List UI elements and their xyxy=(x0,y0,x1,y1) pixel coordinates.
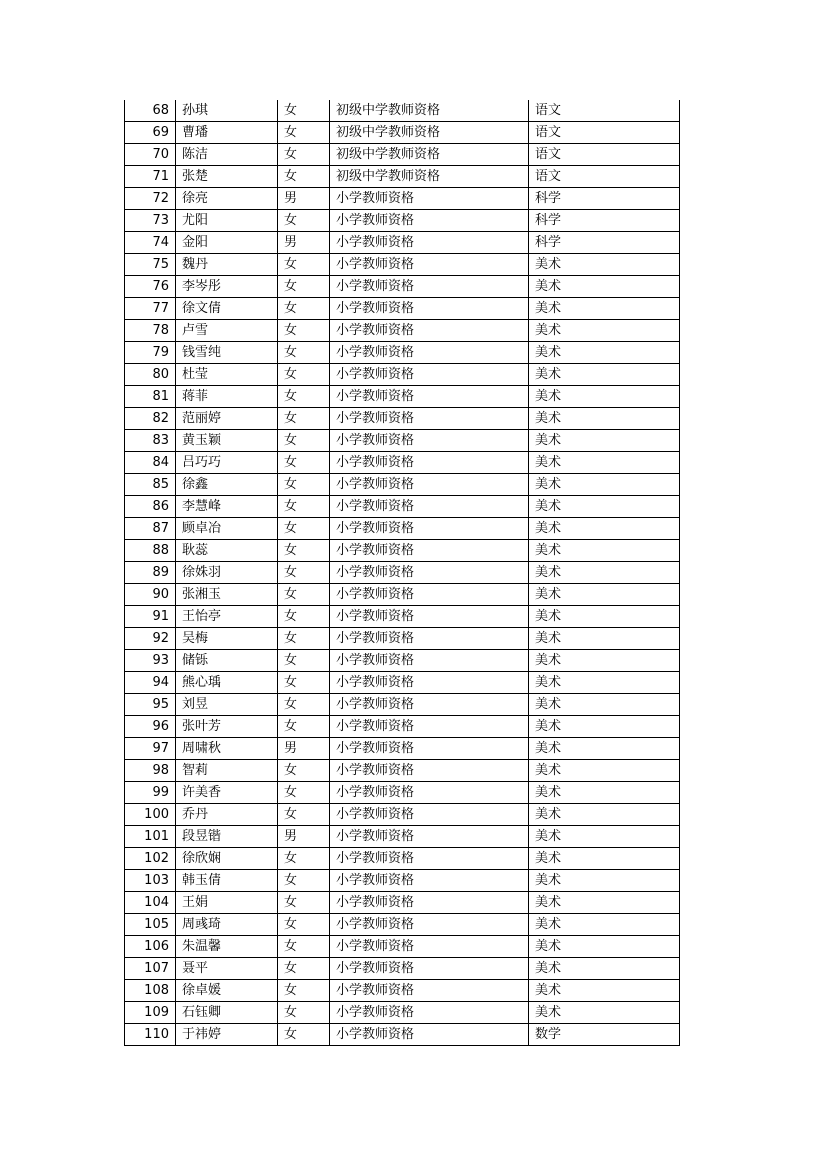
table-row xyxy=(125,254,680,276)
table-row xyxy=(125,408,680,430)
subject-cell: 语文 xyxy=(529,144,680,166)
qualification-cell: 初级中学教师资格 xyxy=(330,166,529,188)
row-number-cell: 72 xyxy=(125,188,176,210)
name-cell: 陈洁 xyxy=(176,144,278,166)
subject-cell: 美术 xyxy=(529,826,680,848)
row-number-cell: 93 xyxy=(125,650,176,672)
gender-cell: 女 xyxy=(278,650,330,672)
gender-cell: 女 xyxy=(278,914,330,936)
subject-cell: 美术 xyxy=(529,408,680,430)
subject-cell: 美术 xyxy=(529,716,680,738)
qualification-cell: 小学教师资格 xyxy=(330,606,529,628)
table-row xyxy=(125,122,680,144)
row-number-cell: 75 xyxy=(125,254,176,276)
gender-cell: 女 xyxy=(278,100,330,122)
subject-cell: 美术 xyxy=(529,584,680,606)
name-cell: 魏丹 xyxy=(176,254,278,276)
table-row xyxy=(125,1002,680,1024)
gender-cell: 女 xyxy=(278,804,330,826)
table-row xyxy=(125,210,680,232)
gender-cell: 女 xyxy=(278,298,330,320)
subject-cell: 美术 xyxy=(529,540,680,562)
gender-cell: 女 xyxy=(278,782,330,804)
gender-cell: 女 xyxy=(278,694,330,716)
row-number-cell: 88 xyxy=(125,540,176,562)
gender-cell: 女 xyxy=(278,562,330,584)
row-number-cell: 94 xyxy=(125,672,176,694)
name-cell: 尤阳 xyxy=(176,210,278,232)
row-number-cell: 109 xyxy=(125,1002,176,1024)
table-row xyxy=(125,386,680,408)
subject-cell: 语文 xyxy=(529,100,680,122)
row-number-cell: 70 xyxy=(125,144,176,166)
row-number-cell: 68 xyxy=(125,100,176,122)
table-row xyxy=(125,672,680,694)
row-number-cell: 108 xyxy=(125,980,176,1002)
subject-cell: 科学 xyxy=(529,210,680,232)
qualification-cell: 小学教师资格 xyxy=(330,232,529,254)
row-number-cell: 95 xyxy=(125,694,176,716)
subject-cell: 美术 xyxy=(529,694,680,716)
row-number-cell: 89 xyxy=(125,562,176,584)
gender-cell: 女 xyxy=(278,166,330,188)
qualification-cell: 小学教师资格 xyxy=(330,342,529,364)
table-row xyxy=(125,804,680,826)
gender-cell: 女 xyxy=(278,540,330,562)
qualification-cell: 小学教师资格 xyxy=(330,760,529,782)
name-cell: 范丽婷 xyxy=(176,408,278,430)
subject-cell: 美术 xyxy=(529,606,680,628)
roster-table xyxy=(124,100,680,1046)
gender-cell: 女 xyxy=(278,320,330,342)
qualification-cell: 小学教师资格 xyxy=(330,210,529,232)
row-number-cell: 74 xyxy=(125,232,176,254)
qualification-cell: 初级中学教师资格 xyxy=(330,144,529,166)
subject-cell: 美术 xyxy=(529,254,680,276)
qualification-cell: 小学教师资格 xyxy=(330,276,529,298)
subject-cell: 美术 xyxy=(529,738,680,760)
qualification-cell: 小学教师资格 xyxy=(330,650,529,672)
qualification-cell: 小学教师资格 xyxy=(330,782,529,804)
name-cell: 吴梅 xyxy=(176,628,278,650)
table-row xyxy=(125,1024,680,1046)
name-cell: 徐卓媛 xyxy=(176,980,278,1002)
row-number-cell: 85 xyxy=(125,474,176,496)
row-number-cell: 76 xyxy=(125,276,176,298)
subject-cell: 美术 xyxy=(529,936,680,958)
qualification-cell: 小学教师资格 xyxy=(330,364,529,386)
row-number-cell: 106 xyxy=(125,936,176,958)
row-number-cell: 92 xyxy=(125,628,176,650)
qualification-cell: 小学教师资格 xyxy=(330,848,529,870)
gender-cell: 女 xyxy=(278,936,330,958)
qualification-cell: 小学教师资格 xyxy=(330,298,529,320)
name-cell: 熊心瑀 xyxy=(176,672,278,694)
table-row xyxy=(125,474,680,496)
row-number-cell: 101 xyxy=(125,826,176,848)
name-cell: 卢雪 xyxy=(176,320,278,342)
subject-cell: 美术 xyxy=(529,870,680,892)
gender-cell: 女 xyxy=(278,452,330,474)
qualification-cell: 小学教师资格 xyxy=(330,716,529,738)
roster-table-body xyxy=(125,100,680,1046)
gender-cell: 女 xyxy=(278,1002,330,1024)
qualification-cell: 小学教师资格 xyxy=(330,430,529,452)
name-cell: 徐姝羽 xyxy=(176,562,278,584)
row-number-cell: 102 xyxy=(125,848,176,870)
table-row xyxy=(125,650,680,672)
name-cell: 智莉 xyxy=(176,760,278,782)
subject-cell: 美术 xyxy=(529,980,680,1002)
subject-cell: 美术 xyxy=(529,760,680,782)
table-row xyxy=(125,562,680,584)
subject-cell: 美术 xyxy=(529,386,680,408)
name-cell: 石钰卿 xyxy=(176,1002,278,1024)
name-cell: 李慧峰 xyxy=(176,496,278,518)
subject-cell: 美术 xyxy=(529,892,680,914)
gender-cell: 女 xyxy=(278,496,330,518)
qualification-cell: 小学教师资格 xyxy=(330,518,529,540)
name-cell: 李岑彤 xyxy=(176,276,278,298)
qualification-cell: 小学教师资格 xyxy=(330,496,529,518)
table-row xyxy=(125,958,680,980)
name-cell: 钱雪纯 xyxy=(176,342,278,364)
subject-cell: 美术 xyxy=(529,276,680,298)
name-cell: 顾卓冶 xyxy=(176,518,278,540)
table-row xyxy=(125,782,680,804)
gender-cell: 男 xyxy=(278,232,330,254)
gender-cell: 女 xyxy=(278,254,330,276)
table-row xyxy=(125,496,680,518)
name-cell: 张湘玉 xyxy=(176,584,278,606)
qualification-cell: 小学教师资格 xyxy=(330,1002,529,1024)
gender-cell: 女 xyxy=(278,584,330,606)
table-row xyxy=(125,100,680,122)
table-row xyxy=(125,430,680,452)
subject-cell: 美术 xyxy=(529,342,680,364)
row-number-cell: 87 xyxy=(125,518,176,540)
qualification-cell: 小学教师资格 xyxy=(330,914,529,936)
table-row xyxy=(125,936,680,958)
subject-cell: 美术 xyxy=(529,298,680,320)
qualification-cell: 初级中学教师资格 xyxy=(330,122,529,144)
table-row xyxy=(125,232,680,254)
qualification-cell: 初级中学教师资格 xyxy=(330,100,529,122)
table-row xyxy=(125,738,680,760)
qualification-cell: 小学教师资格 xyxy=(330,474,529,496)
name-cell: 杜莹 xyxy=(176,364,278,386)
table-row xyxy=(125,342,680,364)
table-row xyxy=(125,166,680,188)
name-cell: 耿蕊 xyxy=(176,540,278,562)
name-cell: 张楚 xyxy=(176,166,278,188)
gender-cell: 男 xyxy=(278,826,330,848)
row-number-cell: 69 xyxy=(125,122,176,144)
gender-cell: 女 xyxy=(278,958,330,980)
table-row xyxy=(125,518,680,540)
qualification-cell: 小学教师资格 xyxy=(330,254,529,276)
row-number-cell: 100 xyxy=(125,804,176,826)
name-cell: 周彧琦 xyxy=(176,914,278,936)
table-row xyxy=(125,892,680,914)
subject-cell: 科学 xyxy=(529,232,680,254)
subject-cell: 美术 xyxy=(529,782,680,804)
qualification-cell: 小学教师资格 xyxy=(330,892,529,914)
table-row xyxy=(125,452,680,474)
gender-cell: 女 xyxy=(278,672,330,694)
subject-cell: 美术 xyxy=(529,628,680,650)
row-number-cell: 96 xyxy=(125,716,176,738)
table-row xyxy=(125,188,680,210)
table-row xyxy=(125,870,680,892)
gender-cell: 女 xyxy=(278,408,330,430)
gender-cell: 女 xyxy=(278,122,330,144)
table-row xyxy=(125,826,680,848)
row-number-cell: 98 xyxy=(125,760,176,782)
name-cell: 于祎婷 xyxy=(176,1024,278,1046)
row-number-cell: 81 xyxy=(125,386,176,408)
gender-cell: 女 xyxy=(278,606,330,628)
qualification-cell: 小学教师资格 xyxy=(330,408,529,430)
name-cell: 许美香 xyxy=(176,782,278,804)
name-cell: 储铄 xyxy=(176,650,278,672)
row-number-cell: 103 xyxy=(125,870,176,892)
gender-cell: 女 xyxy=(278,364,330,386)
gender-cell: 女 xyxy=(278,210,330,232)
table-row xyxy=(125,980,680,1002)
table-row xyxy=(125,298,680,320)
name-cell: 乔丹 xyxy=(176,804,278,826)
row-number-cell: 84 xyxy=(125,452,176,474)
table-row xyxy=(125,628,680,650)
gender-cell: 女 xyxy=(278,716,330,738)
subject-cell: 美术 xyxy=(529,562,680,584)
row-number-cell: 99 xyxy=(125,782,176,804)
subject-cell: 美术 xyxy=(529,650,680,672)
gender-cell: 女 xyxy=(278,848,330,870)
qualification-cell: 小学教师资格 xyxy=(330,1024,529,1046)
name-cell: 王娟 xyxy=(176,892,278,914)
row-number-cell: 105 xyxy=(125,914,176,936)
gender-cell: 女 xyxy=(278,1024,330,1046)
gender-cell: 女 xyxy=(278,342,330,364)
qualification-cell: 小学教师资格 xyxy=(330,628,529,650)
gender-cell: 女 xyxy=(278,628,330,650)
row-number-cell: 107 xyxy=(125,958,176,980)
name-cell: 徐文倩 xyxy=(176,298,278,320)
gender-cell: 男 xyxy=(278,188,330,210)
row-number-cell: 86 xyxy=(125,496,176,518)
name-cell: 王怡亭 xyxy=(176,606,278,628)
subject-cell: 美术 xyxy=(529,320,680,342)
name-cell: 徐鑫 xyxy=(176,474,278,496)
row-number-cell: 73 xyxy=(125,210,176,232)
subject-cell: 美术 xyxy=(529,452,680,474)
name-cell: 刘昱 xyxy=(176,694,278,716)
qualification-cell: 小学教师资格 xyxy=(330,826,529,848)
row-number-cell: 77 xyxy=(125,298,176,320)
table-row xyxy=(125,848,680,870)
gender-cell: 女 xyxy=(278,474,330,496)
qualification-cell: 小学教师资格 xyxy=(330,804,529,826)
row-number-cell: 83 xyxy=(125,430,176,452)
subject-cell: 美术 xyxy=(529,496,680,518)
name-cell: 韩玉倩 xyxy=(176,870,278,892)
gender-cell: 男 xyxy=(278,738,330,760)
name-cell: 孙琪 xyxy=(176,100,278,122)
table-row xyxy=(125,716,680,738)
row-number-cell: 82 xyxy=(125,408,176,430)
gender-cell: 女 xyxy=(278,386,330,408)
qualification-cell: 小学教师资格 xyxy=(330,738,529,760)
qualification-cell: 小学教师资格 xyxy=(330,980,529,1002)
gender-cell: 女 xyxy=(278,980,330,1002)
table-row xyxy=(125,276,680,298)
subject-cell: 语文 xyxy=(529,122,680,144)
name-cell: 聂平 xyxy=(176,958,278,980)
table-row xyxy=(125,694,680,716)
qualification-cell: 小学教师资格 xyxy=(330,540,529,562)
table-row xyxy=(125,760,680,782)
row-number-cell: 104 xyxy=(125,892,176,914)
table-row xyxy=(125,320,680,342)
qualification-cell: 小学教师资格 xyxy=(330,672,529,694)
subject-cell: 美术 xyxy=(529,672,680,694)
qualification-cell: 小学教师资格 xyxy=(330,320,529,342)
subject-cell: 科学 xyxy=(529,188,680,210)
subject-cell: 数学 xyxy=(529,1024,680,1046)
subject-cell: 美术 xyxy=(529,914,680,936)
row-number-cell: 79 xyxy=(125,342,176,364)
gender-cell: 女 xyxy=(278,870,330,892)
table-row xyxy=(125,914,680,936)
gender-cell: 女 xyxy=(278,892,330,914)
row-number-cell: 80 xyxy=(125,364,176,386)
table-row xyxy=(125,584,680,606)
subject-cell: 美术 xyxy=(529,848,680,870)
name-cell: 黄玉颖 xyxy=(176,430,278,452)
name-cell: 张叶芳 xyxy=(176,716,278,738)
row-number-cell: 78 xyxy=(125,320,176,342)
qualification-cell: 小学教师资格 xyxy=(330,386,529,408)
qualification-cell: 小学教师资格 xyxy=(330,562,529,584)
gender-cell: 女 xyxy=(278,518,330,540)
subject-cell: 美术 xyxy=(529,804,680,826)
qualification-cell: 小学教师资格 xyxy=(330,188,529,210)
qualification-cell: 小学教师资格 xyxy=(330,958,529,980)
name-cell: 周啸秋 xyxy=(176,738,278,760)
qualification-cell: 小学教师资格 xyxy=(330,870,529,892)
name-cell: 段昱锴 xyxy=(176,826,278,848)
gender-cell: 女 xyxy=(278,430,330,452)
row-number-cell: 90 xyxy=(125,584,176,606)
qualification-cell: 小学教师资格 xyxy=(330,452,529,474)
name-cell: 朱温馨 xyxy=(176,936,278,958)
subject-cell: 美术 xyxy=(529,958,680,980)
row-number-cell: 97 xyxy=(125,738,176,760)
qualification-cell: 小学教师资格 xyxy=(330,694,529,716)
row-number-cell: 91 xyxy=(125,606,176,628)
row-number-cell: 110 xyxy=(125,1024,176,1046)
table-row xyxy=(125,606,680,628)
table-row xyxy=(125,144,680,166)
name-cell: 吕巧巧 xyxy=(176,452,278,474)
gender-cell: 女 xyxy=(278,144,330,166)
subject-cell: 美术 xyxy=(529,364,680,386)
gender-cell: 女 xyxy=(278,276,330,298)
name-cell: 蒋菲 xyxy=(176,386,278,408)
name-cell: 曹璠 xyxy=(176,122,278,144)
subject-cell: 美术 xyxy=(529,1002,680,1024)
name-cell: 徐亮 xyxy=(176,188,278,210)
subject-cell: 语文 xyxy=(529,166,680,188)
subject-cell: 美术 xyxy=(529,518,680,540)
subject-cell: 美术 xyxy=(529,430,680,452)
name-cell: 金阳 xyxy=(176,232,278,254)
name-cell: 徐欣娴 xyxy=(176,848,278,870)
row-number-cell: 71 xyxy=(125,166,176,188)
subject-cell: 美术 xyxy=(529,474,680,496)
table-row xyxy=(125,540,680,562)
qualification-cell: 小学教师资格 xyxy=(330,584,529,606)
qualification-cell: 小学教师资格 xyxy=(330,936,529,958)
gender-cell: 女 xyxy=(278,760,330,782)
table-row xyxy=(125,364,680,386)
